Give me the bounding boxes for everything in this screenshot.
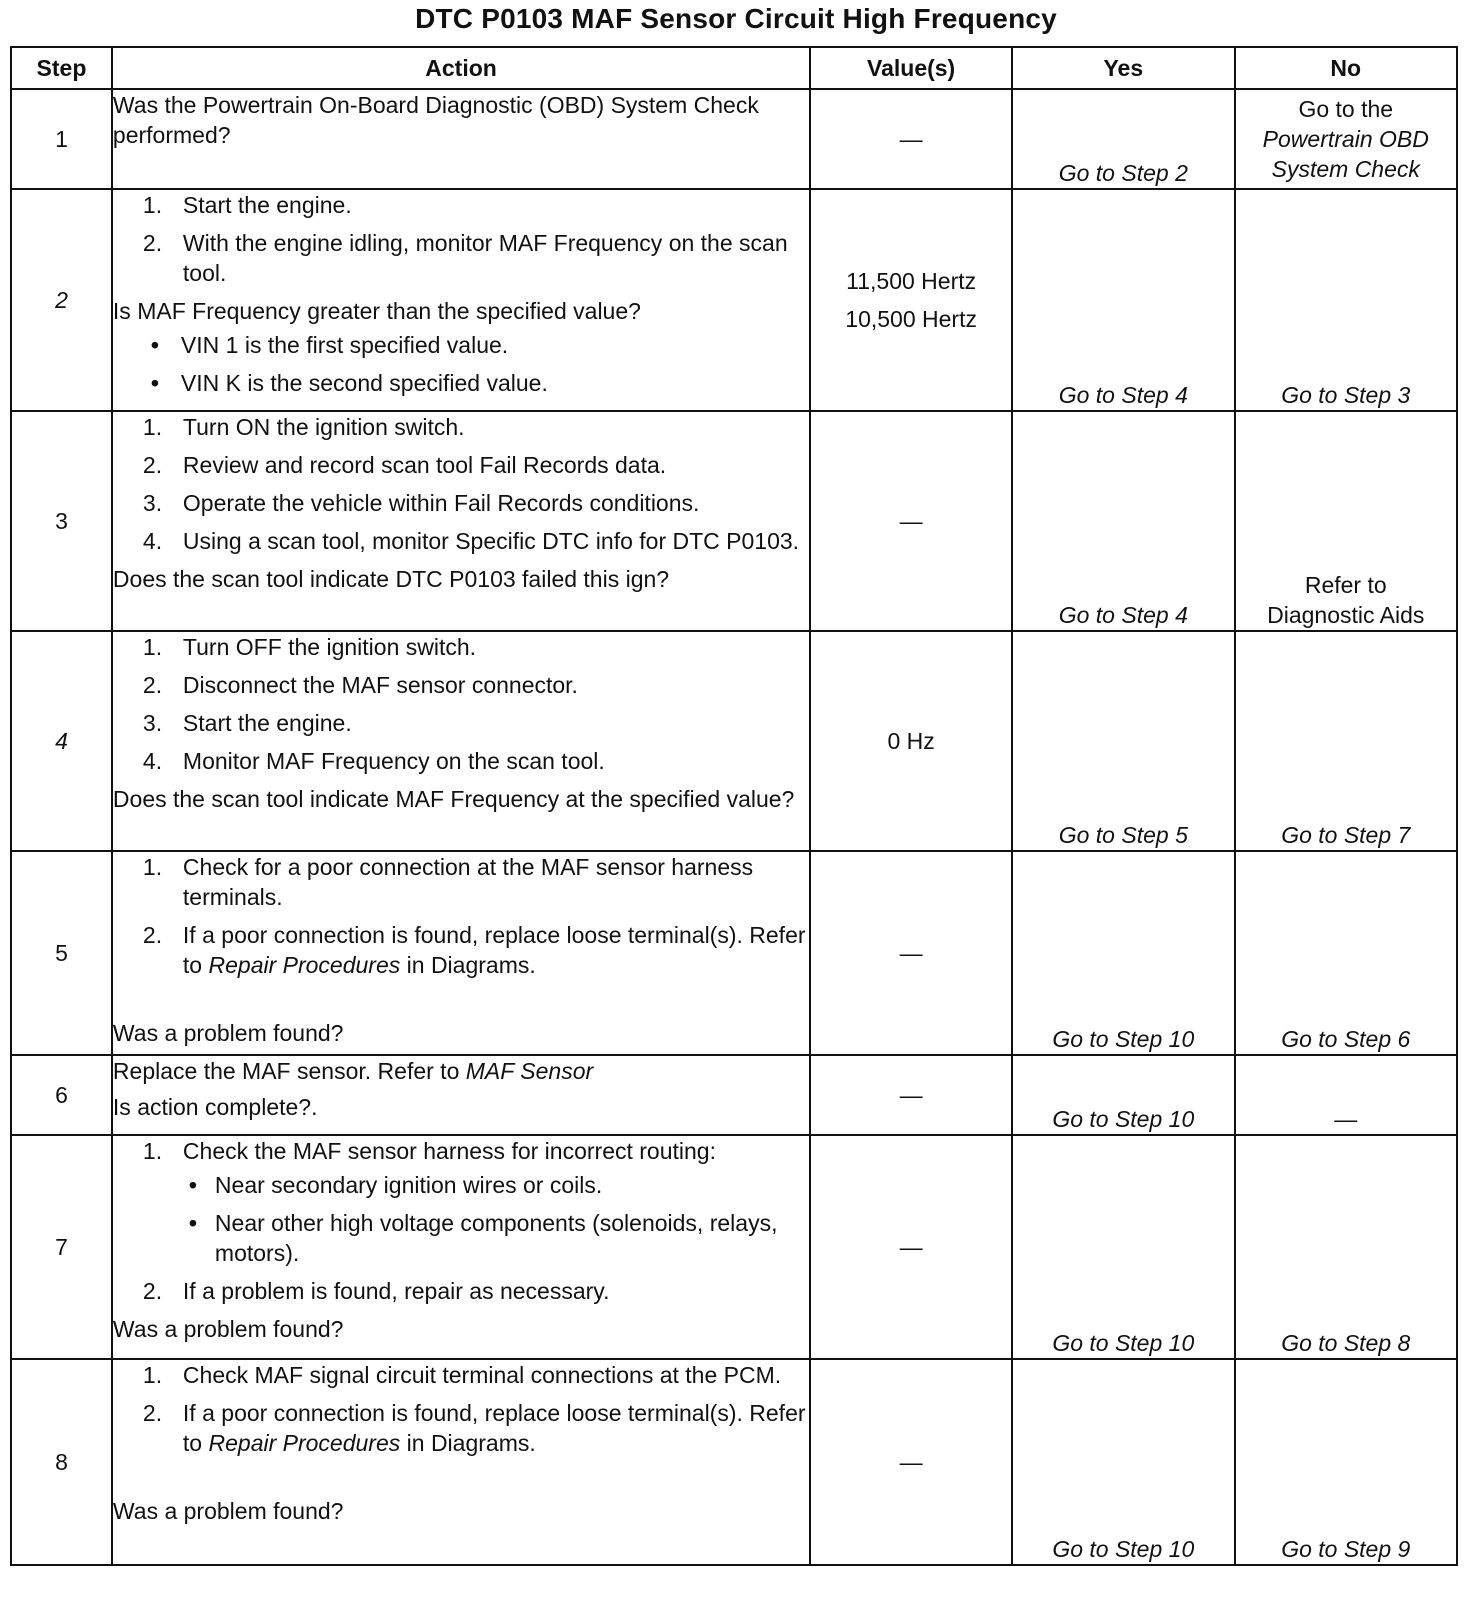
header-step: Step <box>11 47 112 89</box>
item-number: 3. <box>142 710 163 736</box>
step-number: 7 <box>11 1135 112 1359</box>
table-row-step-2 <box>11 189 1457 411</box>
no-cell: Go to Step 7 <box>1235 631 1457 851</box>
action-cell <box>112 189 810 411</box>
action-list <box>113 190 809 288</box>
bullet-text: Near other high voltage components (solenoids, relays, motors). <box>214 1210 778 1266</box>
table-row-step-5 <box>11 851 1457 1055</box>
value-cell <box>810 189 1012 411</box>
action-cell <box>112 1135 810 1359</box>
yes-cell: Go to Step 10 <box>1012 1135 1234 1359</box>
action-reference: MAF Sensor <box>465 1058 594 1084</box>
step-number: 3 <box>11 411 112 631</box>
action-cell <box>112 1359 810 1565</box>
action-item <box>113 1360 809 1390</box>
no-cell: Go to Step 3 <box>1235 189 1457 411</box>
header-yes: Yes <box>1012 47 1234 89</box>
bullet-icon: • <box>150 332 159 358</box>
item-number: 1. <box>142 634 163 660</box>
action-cell <box>112 89 810 189</box>
item-number: 2. <box>142 922 163 948</box>
action-item <box>113 450 809 480</box>
no-cell: Go to Step 6 <box>1235 851 1457 1055</box>
action-item <box>113 190 809 220</box>
action-cell <box>112 411 810 631</box>
item-number: 4. <box>142 748 163 774</box>
header-no: No <box>1235 47 1457 89</box>
item-number: 1. <box>142 1362 163 1388</box>
action-item <box>113 708 809 738</box>
header-action: Action <box>112 47 810 89</box>
item-text: Monitor MAF Frequency on the scan tool. <box>182 748 605 774</box>
item-text-suffix: in Diagrams. <box>400 1430 536 1456</box>
item-text: Check MAF signal circuit terminal connections at the PCM. <box>182 1362 782 1388</box>
item-text: Check for a poor connection at the MAF sensor harness terminals. <box>182 854 754 910</box>
value-cell: — <box>810 89 1012 189</box>
document-title: DTC P0103 MAF Sensor Circuit High Frequency <box>415 3 1057 34</box>
yes-cell: Go to Step 5 <box>1012 631 1234 851</box>
item-text: Review and record scan tool Fail Records data. <box>182 452 667 478</box>
step-number: 2 <box>11 189 112 411</box>
item-number: 1. <box>142 414 163 440</box>
action-item <box>113 670 809 700</box>
item-number: 3. <box>142 490 163 516</box>
step-number: 1 <box>11 89 112 189</box>
action-question: Was a problem found? <box>112 1498 344 1524</box>
action-question: Was a problem found? <box>112 1020 344 1046</box>
action-item <box>113 852 809 912</box>
step-number: 4 <box>11 631 112 851</box>
table-row-step-8 <box>11 1359 1457 1565</box>
item-text: Using a scan tool, monitor Specific DTC info for DTC P0103. <box>182 528 800 554</box>
bullet-list <box>113 330 809 398</box>
table-row-step-6 <box>11 1055 1457 1135</box>
item-number: 1. <box>142 192 163 218</box>
bullet-list <box>183 1170 809 1268</box>
action-item <box>113 1398 809 1458</box>
item-text: If a poor connection is found, replace loose terminal(s). Refer to <box>182 922 806 978</box>
value-cell: — <box>810 851 1012 1055</box>
action-item <box>113 526 809 556</box>
yes-cell: Go to Step 4 <box>1012 189 1234 411</box>
item-reference: Repair Procedures <box>208 1430 401 1456</box>
table-row-step-3 <box>11 411 1457 631</box>
action-item <box>113 1136 809 1268</box>
action-question: Does the scan tool indicate DTC P0103 failed this ign? <box>112 566 670 592</box>
yes-cell: Go to Step 10 <box>1012 1359 1234 1565</box>
item-text: With the engine idling, monitor MAF Frequency on the scan tool. <box>182 230 788 286</box>
item-number: 2. <box>142 1400 163 1426</box>
value-cell: — <box>810 1055 1012 1135</box>
bullet-icon: • <box>188 1210 197 1236</box>
action-cell <box>112 631 810 851</box>
bullet-text: VIN 1 is the first specified value. <box>180 332 509 358</box>
action-question: Does the scan tool indicate MAF Frequency at the specified value? <box>112 786 795 812</box>
no-cell: Go to Step 8 <box>1235 1135 1457 1359</box>
spacer <box>113 1466 809 1496</box>
step-number: 5 <box>11 851 112 1055</box>
action-item <box>113 1276 809 1306</box>
value-cell: — <box>810 1359 1012 1565</box>
item-text: Operate the vehicle within Fail Records conditions. <box>182 490 700 516</box>
item-text: Start the engine. <box>182 710 352 736</box>
action-list <box>113 1136 809 1306</box>
action-item <box>113 632 809 662</box>
no-text: Go to the <box>1298 96 1394 122</box>
table-row-step-4 <box>11 631 1457 851</box>
action-question: Was a problem found? <box>112 1316 344 1342</box>
table-row-step-7 <box>11 1135 1457 1359</box>
item-number: 2. <box>142 452 163 478</box>
bullet-item <box>113 330 809 360</box>
action-question: Is action complete?. <box>112 1094 318 1120</box>
action-item <box>113 920 809 980</box>
action-list <box>113 412 809 556</box>
bullet-text: Near secondary ignition wires or coils. <box>214 1172 603 1198</box>
item-number: 2. <box>142 672 163 698</box>
no-cell: Refer to Diagnostic Aids <box>1235 411 1457 631</box>
no-cell <box>1235 89 1457 189</box>
item-reference: Repair Procedures <box>208 952 401 978</box>
item-number: 2. <box>142 230 163 256</box>
header-values: Value(s) <box>810 47 1012 89</box>
item-text: Disconnect the MAF sensor connector. <box>182 672 578 698</box>
action-text: Replace the MAF sensor. Refer to <box>112 1058 466 1084</box>
value-cell: — <box>810 411 1012 631</box>
item-text: If a poor connection is found, replace loose terminal(s). Refer to <box>182 1400 806 1456</box>
value-cell: 0 Hz <box>810 631 1012 851</box>
action-list <box>113 852 809 980</box>
table-header-row <box>11 47 1457 89</box>
bullet-item <box>183 1208 809 1268</box>
action-list <box>113 1360 809 1458</box>
action-item <box>113 488 809 518</box>
step-number: 6 <box>11 1055 112 1135</box>
item-number: 1. <box>142 854 163 880</box>
bullet-icon: • <box>150 370 159 396</box>
action-item <box>113 228 809 288</box>
spacer <box>113 988 809 1018</box>
diagnostic-table <box>10 46 1458 1566</box>
yes-cell: Go to Step 10 <box>1012 851 1234 1055</box>
item-text: If a problem is found, repair as necessary. <box>182 1278 610 1304</box>
action-line <box>113 1056 809 1086</box>
action-item <box>113 746 809 776</box>
no-link-text: Powertrain OBD System Check <box>1262 126 1429 182</box>
action-cell <box>112 1055 810 1135</box>
item-text: Turn OFF the ignition switch. <box>182 634 477 660</box>
bullet-text: VIN K is the second specified value. <box>180 370 548 396</box>
value-line: 11,500 Hertz <box>846 268 977 294</box>
item-number: 1. <box>142 1138 163 1164</box>
step-number: 8 <box>11 1359 112 1565</box>
action-cell <box>112 851 810 1055</box>
table-row-step-1 <box>11 89 1457 189</box>
bullet-item <box>183 1170 809 1200</box>
action-list <box>113 632 809 776</box>
value-line: 10,500 Hertz <box>845 306 977 332</box>
bullet-item <box>113 368 809 398</box>
action-question: Was the Powertrain On-Board Diagnostic (OBD) System Check performed? <box>112 92 759 148</box>
item-text: Turn ON the ignition switch. <box>182 414 465 440</box>
yes-cell: Go to Step 4 <box>1012 411 1234 631</box>
action-item <box>113 412 809 442</box>
no-cell: — <box>1235 1055 1457 1135</box>
yes-cell: Go to Step 2 <box>1012 89 1234 189</box>
bullet-icon: • <box>188 1172 197 1198</box>
item-number: 4. <box>142 528 163 554</box>
yes-cell: Go to Step 10 <box>1012 1055 1234 1135</box>
item-text: Start the engine. <box>182 192 352 218</box>
no-cell: Go to Step 9 <box>1235 1359 1457 1565</box>
item-text-suffix: in Diagrams. <box>400 952 536 978</box>
item-number: 2. <box>142 1278 163 1304</box>
value-cell: — <box>810 1135 1012 1359</box>
action-question: Is MAF Frequency greater than the specified value? <box>112 298 641 324</box>
item-text: Check the MAF sensor harness for incorrect routing: <box>182 1138 716 1164</box>
